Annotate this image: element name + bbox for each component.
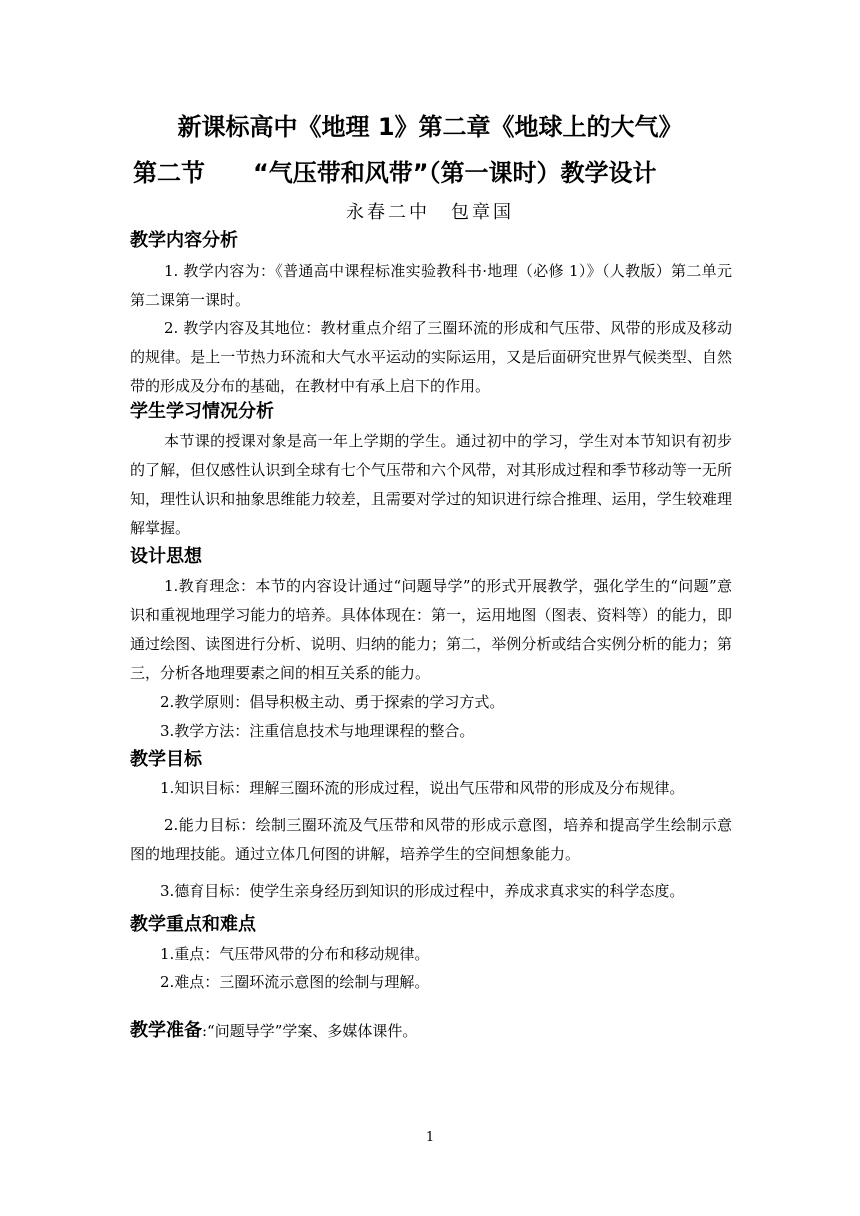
document-subtitle <box>133 156 733 190</box>
heading-content-analysis: 教学内容分析 <box>130 230 238 251</box>
heading-design-idea: 设计思想 <box>130 546 202 567</box>
paragraph: 3.教学方法：注重信息技术与地理课程的整合。 <box>160 722 475 740</box>
subtitle-topic: “气压带和风带”（第一课时）教学设计 <box>253 159 657 187</box>
paragraph: 2. 教学内容及其地位：教材重点介绍了三圈环流的形成和气压带、风带的形成及移动的规律。是上一节热力环流和大气水平运动的实际运用，又是后面研究世界气候类型、自然带的形成及分布的基础，在教材中有承上启下的作用。 <box>130 319 732 395</box>
heading-key-points: 教学重点和难点 <box>130 914 256 935</box>
paragraph: 本节课的授课对象是高一年上学期的学生。通过初中的学习，学生对本节知识有初步的了解，但仅感性认识到全球有七个气压带和六个风带，对其形成过程和季节移动等一无所知，理性认识和抽象思维能力较差，且需要对学过的知识进行综合推理、运用，学生较难理解掌握。 <box>130 432 732 537</box>
paragraph: 1.知识目标：理解三圈环流的形成过程，说出气压带和风带的形成及分布规律。 <box>160 779 685 797</box>
author-line: 永春二中 包章国 <box>346 202 514 223</box>
preparation-line <box>130 1016 417 1046</box>
page-number: 1 <box>425 1130 435 1145</box>
paragraph: 1.重点：气压带风带的分布和移动规律。 <box>160 945 430 963</box>
paragraph: 2.教学原则：倡导积极主动、勇于探索的学习方式。 <box>160 693 505 711</box>
preparation-text: :“问题导学”学案、多媒体课件。 <box>202 1022 418 1040</box>
paragraph: 2.难点：三圈环流示意图的绘制与理解。 <box>160 973 430 991</box>
paragraph: 1.教育理念：本节的内容设计通过“问题导学”的形式开展教学，强化学生的“问题”意识和重视地理学习能力的培养。具体体现在：第一，运用地图（图表、资料等）的能力，即通过绘图、读图进行分析、说明、归纳的能力；第二，举例分析或结合实例分析的能力；第三，分析各地理要素之间的相互关系的能力。 <box>130 577 732 682</box>
paragraph: 2.能力目标：绘制三圈环流及气压带和风带的形成示意图，培养和提高学生绘制示意图的地理技能。通过立体几何图的讲解，培养学生的空间想象能力。 <box>130 816 732 863</box>
paragraph: 1. 教学内容为：《普通高中课程标准实验教科书·地理（必修 1）》（人教版）第二单元第二课第一课时。 <box>130 262 732 309</box>
subtitle-section: 第二节 <box>133 159 205 187</box>
paragraph: 3.德育目标：使学生亲身经历到知识的形成过程中，养成求真求实的科学态度。 <box>160 882 685 900</box>
heading-student-analysis: 学生学习情况分析 <box>130 401 274 422</box>
document-title: 新课标高中《地理 1》第二章《地球上的大气》 <box>177 113 683 141</box>
heading-objectives: 教学目标 <box>130 749 202 770</box>
preparation-label: 教学准备 <box>130 1020 202 1041</box>
